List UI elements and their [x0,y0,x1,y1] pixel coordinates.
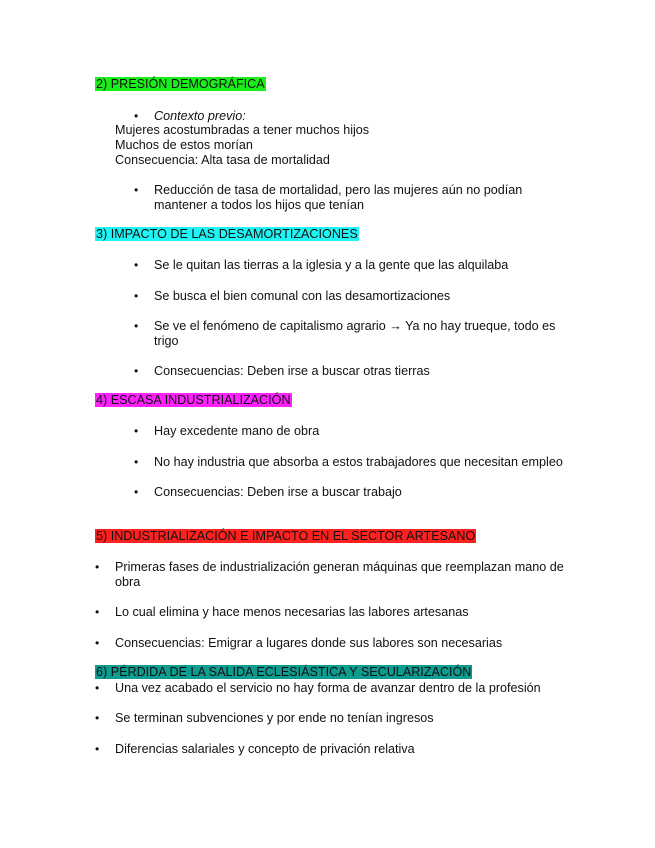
bullet-icon: • [95,636,100,650]
s2-item-context: Contexto previo: [154,109,246,123]
s5-item-1-line-2: obra [115,575,141,589]
s3-item-3-line-1: Se ve el fenómeno de capitalismo agrario → Ya no hay trueque, todo es [154,319,556,333]
s6-item-2: Se terminan subvenciones y por ende no tenían ingresos [115,711,434,725]
section-5-heading [95,529,476,544]
bullet-icon: • [95,742,100,756]
s5-item-1-line-1: Primeras fases de industrialización generan máquinas que reemplazan mano de [115,560,564,574]
section-2-heading [95,77,266,92]
s3-item-4: Consecuencias: Deben irse a buscar otras tierras [154,364,430,378]
bullet-icon: • [134,424,139,438]
s4-item-2: No hay industria que absorba a estos trabajadores que necesitan empleo [154,455,563,469]
section-2-heading-text: 2) PRESIÓN DEMOGRÁFICA [96,77,265,91]
bullet-icon: • [134,183,139,197]
section-6-heading [95,665,472,680]
s4-item-3: Consecuencias: Deben irse a buscar trabajo [154,485,402,499]
bullet-icon: • [134,289,139,303]
s3-item-3-line-2: trigo [154,334,179,348]
bullet-icon: • [95,560,100,574]
bullet-icon: • [134,319,139,333]
section-4-heading-text: 4) ESCASA INDUSTRIALIZACIÓN [96,393,291,407]
section-4-heading [95,393,292,408]
bullet-icon: • [95,681,100,695]
s2-line-3: Consecuencia: Alta tasa de mortalidad [115,153,330,167]
section-3-heading-text: 3) IMPACTO DE LAS DESAMORTIZACIONES [96,227,358,241]
bullet-icon: • [134,455,139,469]
bullet-icon: • [134,364,139,378]
bullet-icon: • [134,258,139,272]
s6-item-1: Una vez acabado el servicio no hay forma de avanzar dentro de la profesión [115,681,541,695]
section-5-heading-text: 5) INDUSTRIALIZACIÓN E IMPACTO EN EL SECTOR ARTESANO [96,529,476,543]
bullet-icon: • [134,109,139,123]
s3-item-2: Se busca el bien comunal con las desamortizaciones [154,289,451,303]
section-6-heading-text: 6) PÉRDIDA DE LA SALIDA ECLESIÁSTICA Y SECULARIZACIÓN [96,665,472,679]
s2-item-2-line-2: mantener a todos los hijos que tenían [154,198,365,212]
bullet-icon: • [95,711,100,725]
bullet-icon: • [95,605,100,619]
s6-item-3: Diferencias salariales y concepto de privación relativa [115,742,415,756]
s5-item-2: Lo cual elimina y hace menos necesarias las labores artesanas [115,605,469,619]
s2-item-2-line-1: Reducción de tasa de mortalidad, pero las mujeres aún no podían [154,183,523,197]
s2-line-1: Mujeres acostumbradas a tener muchos hijos [115,123,370,137]
s3-item-1: Se le quitan las tierras a la iglesia y a la gente que las alquilaba [154,258,509,272]
s5-item-3: Consecuencias: Emigrar a lugares donde sus labores son necesarias [115,636,503,650]
s2-line-2: Muchos de estos morían [115,138,253,152]
section-3-heading [95,227,359,242]
s4-item-1: Hay excedente mano de obra [154,424,320,438]
bullet-icon: • [134,485,139,499]
